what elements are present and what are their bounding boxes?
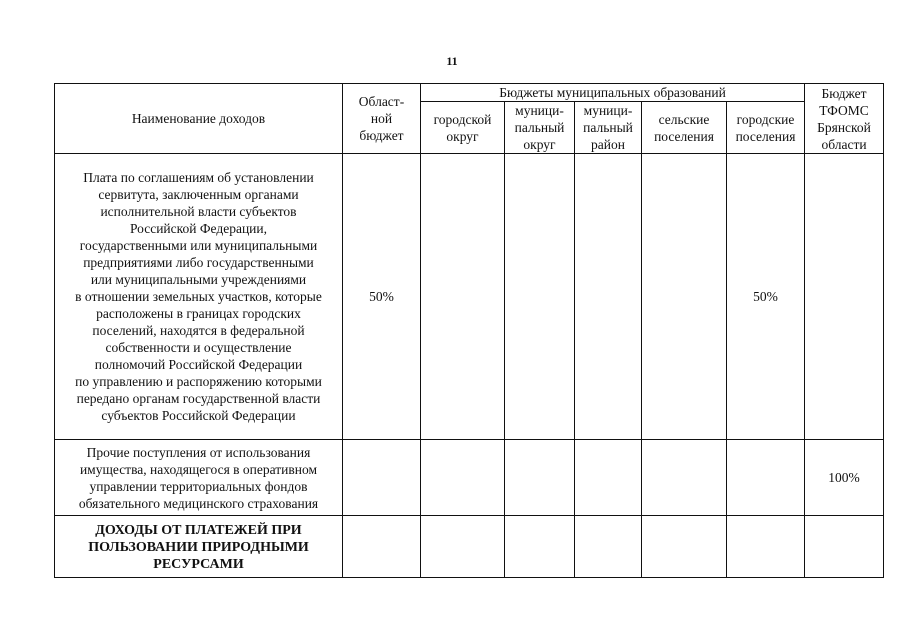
share-cell-tfoms (805, 516, 884, 578)
share-cell-urban-settlements: 50% (727, 154, 805, 440)
header-line: Брянской (817, 119, 871, 135)
income-name-line: РЕСУРСАМИ (153, 557, 244, 572)
income-name-line: полномочий Российской Федерации (94, 357, 303, 372)
share-cell-rural-settlements (642, 440, 727, 516)
income-name-line: ПОЛЬЗОВАНИИ ПРИРОДНЫМИ (88, 540, 309, 555)
income-name-line: собственности и осуществление (105, 340, 292, 355)
income-name-line: субъектов Российской Федерации (101, 408, 296, 423)
header-line: Бюджет (821, 85, 867, 101)
income-name-line: государственными или муниципальными (79, 238, 318, 253)
header-line: муници- (583, 103, 633, 118)
header-line: Област- (358, 94, 405, 109)
share-cell-municipal-area (575, 154, 642, 440)
income-name-line: или муниципальными учреждениями (90, 272, 307, 287)
income-name-cell (55, 516, 343, 578)
share-cell-city-district (421, 516, 505, 578)
income-name-line: Прочие поступления от использования (86, 444, 311, 460)
share-cell-rural-settlements (642, 154, 727, 440)
revenue-distribution-table (54, 83, 884, 578)
table-row (55, 154, 884, 440)
header-line: округ (523, 137, 556, 152)
share-cell-city-district (421, 154, 505, 440)
table-row (55, 516, 884, 578)
header-line: бюджет (359, 128, 404, 143)
share-cell-rural-settlements (642, 516, 727, 578)
table-row (55, 440, 884, 516)
income-name-line: Плата по соглашениям об установлении (83, 170, 314, 185)
header-line: поселения (735, 128, 796, 144)
share-cell-urban-settlements (727, 516, 805, 578)
header-city-district (421, 102, 505, 154)
header-municipal-budgets: Бюджеты муниципальных образований (421, 84, 805, 102)
header-urban-settlements (727, 102, 805, 154)
income-name-line: передано органам государственной власти (76, 391, 321, 406)
header-line: пальный (583, 120, 633, 135)
header-line: округ (446, 128, 479, 144)
header-line: поселения (654, 128, 714, 144)
header-regional-budget (343, 84, 421, 154)
share-cell-municipal-area (575, 440, 642, 516)
income-name-line: исполнительной власти субъектов (100, 204, 297, 219)
share-cell-municipal-area (575, 516, 642, 578)
header-municipal-area (575, 102, 642, 154)
share-cell-urban-settlements (727, 440, 805, 516)
header-tfoms-budget (805, 84, 884, 154)
header-line: ной (370, 111, 393, 126)
income-name-line: ДОХОДЫ ОТ ПЛАТЕЖЕЙ ПРИ (95, 523, 302, 538)
header-line: ТФОМС (819, 102, 869, 118)
share-cell-regional: 50% (343, 154, 421, 440)
header-income-name: Наименование доходов (55, 84, 343, 154)
share-cell-city-district (421, 440, 505, 516)
share-cell-regional (343, 516, 421, 578)
income-name-cell (55, 440, 343, 516)
page-number: 11 (446, 54, 458, 68)
income-name-line: поселений, находятся в федеральной (92, 323, 305, 338)
header-line: муници- (515, 103, 564, 118)
share-cell-regional (343, 440, 421, 516)
header-municipal-district (505, 102, 575, 154)
header-line: городские (736, 111, 795, 127)
share-cell-municipal-district (505, 154, 575, 440)
income-name-line: управлении территориальных фондов (89, 478, 308, 494)
header-line: области (821, 136, 867, 152)
share-cell-tfoms: 100% (805, 440, 884, 516)
header-rural-settlements (642, 102, 727, 154)
header-line: городской (433, 111, 492, 127)
share-cell-tfoms (805, 154, 884, 440)
income-name-line: обязательного медицинского страхования (78, 495, 319, 511)
income-name-line: по управлению и распоряжению которыми (75, 374, 322, 389)
income-name-line: в отношении земельных участков, которые (75, 289, 322, 304)
header-line: район (591, 137, 625, 152)
share-cell-municipal-district (505, 440, 575, 516)
income-name-line: Российской Федерации, (129, 221, 268, 236)
income-name-line: имущества, находящегося в оперативном (79, 461, 318, 477)
header-line: пальный (514, 120, 565, 135)
share-cell-municipal-district (505, 516, 575, 578)
income-name-line: сервитута, заключенным органами (98, 187, 299, 202)
income-name-line: расположены в границах городских (96, 306, 301, 321)
header-line: сельские (658, 111, 710, 127)
income-name-line: предприятиями либо государственными (83, 255, 314, 270)
income-name-cell (55, 154, 343, 440)
